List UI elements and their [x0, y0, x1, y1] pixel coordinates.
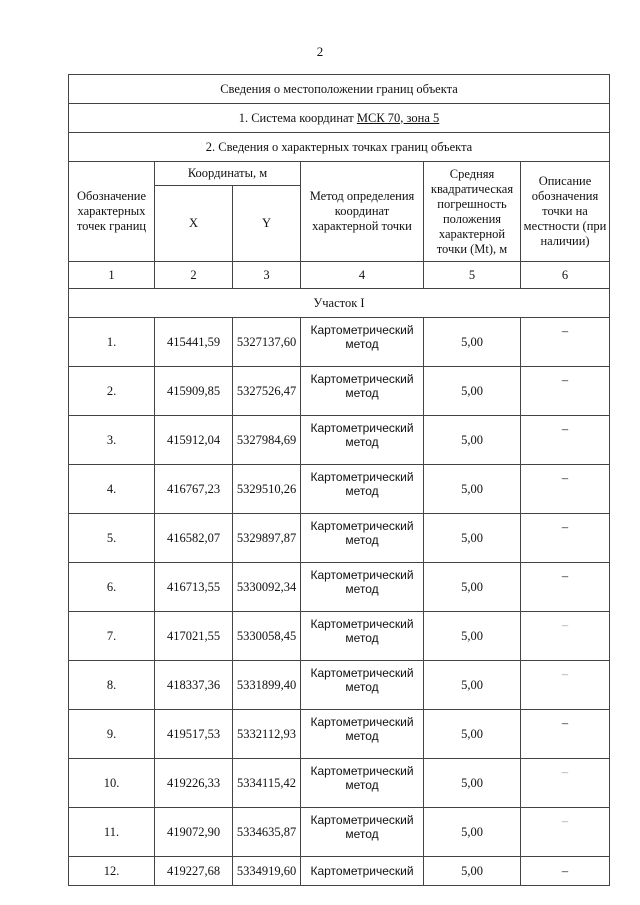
table-row	[69, 612, 610, 661]
coord-y: 5330058,45	[233, 612, 301, 661]
point-description: –	[521, 759, 610, 808]
point-description: –	[521, 367, 610, 416]
point-description: –	[521, 710, 610, 759]
header-coordinates: Координаты, м	[155, 162, 301, 186]
coord-y: 5334115,42	[233, 759, 301, 808]
coord-x: 415441,59	[155, 318, 233, 367]
point-number: 11.	[69, 808, 155, 857]
point-number: 7.	[69, 612, 155, 661]
method: Картометрический метод	[301, 416, 424, 465]
coord-x: 418337,36	[155, 661, 233, 710]
coord-x: 419226,33	[155, 759, 233, 808]
table-row	[69, 759, 610, 808]
mean-error: 5,00	[424, 808, 521, 857]
coord-y: 5332112,93	[233, 710, 301, 759]
point-number: 6.	[69, 563, 155, 612]
column-number: 3	[233, 262, 301, 289]
method: Картометрический метод	[301, 514, 424, 563]
mean-error: 5,00	[424, 318, 521, 367]
point-description: –	[521, 661, 610, 710]
mean-error: 5,00	[424, 661, 521, 710]
coord-x: 415912,04	[155, 416, 233, 465]
header-description: Описание обозначения точки на местности (при наличии)	[521, 162, 610, 262]
coord-x: 416582,07	[155, 514, 233, 563]
coord-x: 416767,23	[155, 465, 233, 514]
coord-y: 5327137,60	[233, 318, 301, 367]
header-y: Y	[233, 186, 301, 262]
point-description: –	[521, 612, 610, 661]
point-number: 10.	[69, 759, 155, 808]
point-description: –	[521, 563, 610, 612]
point-number: 3.	[69, 416, 155, 465]
mean-error: 5,00	[424, 710, 521, 759]
table-row	[69, 367, 610, 416]
point-number: 8.	[69, 661, 155, 710]
column-number: 6	[521, 262, 610, 289]
coord-x: 415909,85	[155, 367, 233, 416]
column-number: 5	[424, 262, 521, 289]
method: Картометрический метод	[301, 318, 424, 367]
point-description: –	[521, 857, 610, 886]
table-row	[69, 661, 610, 710]
method: Картометрический метод	[301, 808, 424, 857]
coordinate-system	[69, 104, 610, 133]
coord-x: 416713,55	[155, 563, 233, 612]
table-row	[69, 808, 610, 857]
boundary-points-table	[68, 74, 610, 886]
method: Картометрический метод	[301, 661, 424, 710]
mean-error: 5,00	[424, 367, 521, 416]
point-description: –	[521, 808, 610, 857]
section-label: Участок I	[69, 289, 610, 318]
method: Картометрический	[301, 857, 424, 886]
header-error: Средняя квадратическая погрешность положения характерной точки (Mt), м	[424, 162, 521, 262]
table-row	[69, 318, 610, 367]
point-number: 12.	[69, 857, 155, 886]
mean-error: 5,00	[424, 514, 521, 563]
table-row	[69, 710, 610, 759]
table-row	[69, 857, 610, 886]
coordinate-system-prefix: 1. Система координат	[238, 110, 357, 125]
coord-x: 419072,90	[155, 808, 233, 857]
coord-y: 5327984,69	[233, 416, 301, 465]
method: Картометрический метод	[301, 612, 424, 661]
table-subtitle: 2. Сведения о характерных точках границ объекта	[69, 133, 610, 162]
point-description: –	[521, 318, 610, 367]
mean-error: 5,00	[424, 612, 521, 661]
coord-y: 5330092,34	[233, 563, 301, 612]
coord-y: 5329897,87	[233, 514, 301, 563]
mean-error: 5,00	[424, 759, 521, 808]
coord-x: 419227,68	[155, 857, 233, 886]
column-number: 1	[69, 262, 155, 289]
method: Картометрический метод	[301, 367, 424, 416]
coord-y: 5334919,60	[233, 857, 301, 886]
table-row	[69, 563, 610, 612]
table-title: Сведения о местоположении границ объекта	[69, 75, 610, 104]
mean-error: 5,00	[424, 857, 521, 886]
method: Картометрический метод	[301, 759, 424, 808]
point-number: 4.	[69, 465, 155, 514]
point-description: –	[521, 465, 610, 514]
header-point-designation: Обозначение характерных точек границ	[69, 162, 155, 262]
table-row	[69, 416, 610, 465]
header-method: Метод определения координат характерной точки	[301, 162, 424, 262]
mean-error: 5,00	[424, 563, 521, 612]
coord-y: 5327526,47	[233, 367, 301, 416]
point-description: –	[521, 416, 610, 465]
method: Картометрический метод	[301, 710, 424, 759]
coord-x: 417021,55	[155, 612, 233, 661]
mean-error: 5,00	[424, 416, 521, 465]
table-row	[69, 514, 610, 563]
coord-y: 5331899,40	[233, 661, 301, 710]
page-number: 2	[316, 44, 324, 59]
coord-x: 419517,53	[155, 710, 233, 759]
coord-y: 5334635,87	[233, 808, 301, 857]
header-x: X	[155, 186, 233, 262]
table-row	[69, 465, 610, 514]
coordinate-system-name: МСК 70, зона 5	[356, 110, 440, 125]
point-number: 1.	[69, 318, 155, 367]
method: Картометрический метод	[301, 465, 424, 514]
point-description: –	[521, 514, 610, 563]
point-number: 9.	[69, 710, 155, 759]
column-number: 2	[155, 262, 233, 289]
column-number: 4	[301, 262, 424, 289]
method: Картометрический метод	[301, 563, 424, 612]
mean-error: 5,00	[424, 465, 521, 514]
point-number: 2.	[69, 367, 155, 416]
coord-y: 5329510,26	[233, 465, 301, 514]
point-number: 5.	[69, 514, 155, 563]
